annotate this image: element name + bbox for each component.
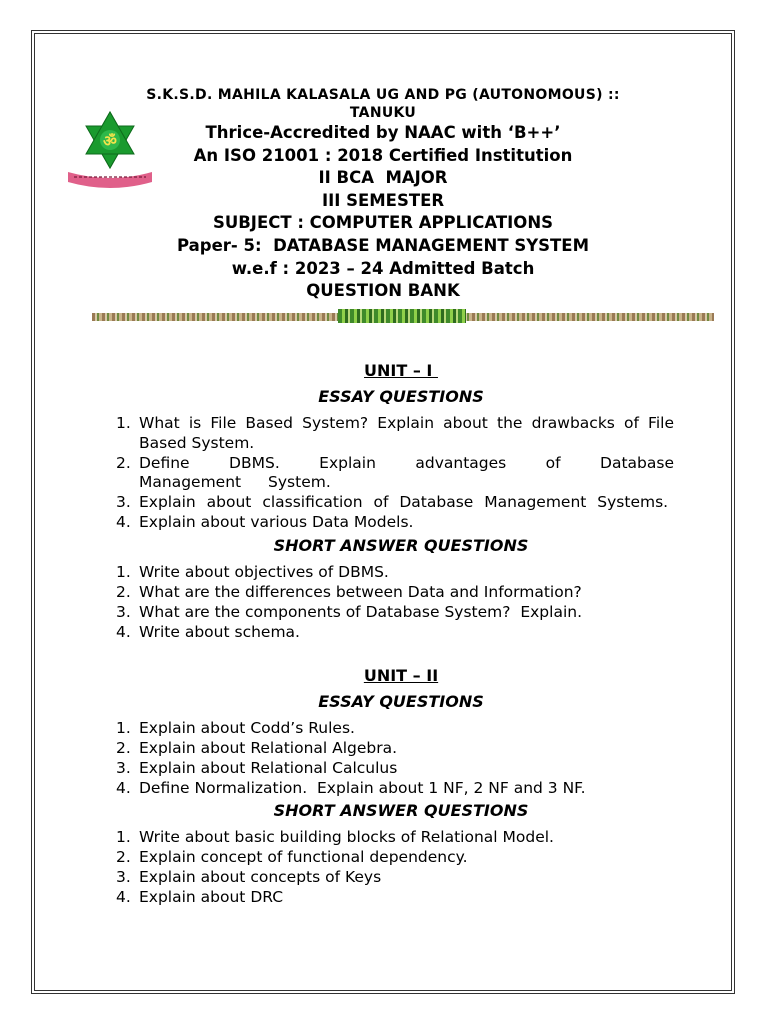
list-item: 4. Explain about DRC xyxy=(116,888,284,906)
college-name: S.K.S.D. MAHILA KALASALA UG AND PG (AUTONOMOUS) :: xyxy=(146,87,620,103)
unit-title: UNIT – I xyxy=(364,361,438,380)
iso-line: An ISO 21001 : 2018 Certified Institution xyxy=(193,145,573,165)
essay-question-list xyxy=(116,414,674,533)
wef-line: w.e.f : 2023 – 24 Admitted Batch xyxy=(231,258,535,278)
document-header xyxy=(60,86,706,303)
short-question-list xyxy=(116,828,674,908)
list-item: 2. Explain concept of functional dependency. xyxy=(116,848,468,866)
list-item: 1. What is File Based System? Explain about the drawbacks of File Based System. xyxy=(116,414,674,452)
course-line: II BCA MAJOR xyxy=(318,168,448,188)
list-item: 4. Explain about various Data Models. xyxy=(116,513,414,531)
short-section-title: SHORT ANSWER QUESTIONS xyxy=(273,801,529,820)
essay-question-list xyxy=(116,719,674,799)
document-title: QUESTION BANK xyxy=(306,281,460,301)
list-item: 3. Explain about classification of Database Management Systems. xyxy=(116,493,669,511)
college-town: TANUKU xyxy=(349,105,417,121)
om-symbol: ॐ xyxy=(103,132,117,150)
list-item: 1. Write about objectives of DBMS. xyxy=(116,562,389,581)
question-content xyxy=(116,360,674,908)
list-item: 2. What are the differences between Data and Information? xyxy=(116,582,582,601)
list-item: 3. Explain about concepts of Keys xyxy=(116,868,382,886)
list-item: 3. Explain about Relational Calculus xyxy=(116,758,398,777)
essay-section-title: ESSAY QUESTIONS xyxy=(318,387,484,406)
list-item: 4. Write about schema. xyxy=(116,622,300,641)
list-item: 3. What are the components of Database System? Explain. xyxy=(116,602,582,621)
subject-line: SUBJECT : COMPUTER APPLICATIONS xyxy=(212,213,554,233)
essay-section-title: ESSAY QUESTIONS xyxy=(318,691,484,711)
accreditation-line: Thrice-Accredited by NAAC with ‘B++’ xyxy=(205,123,561,142)
list-item: 1. Write about basic building blocks of Relational Model. xyxy=(116,828,554,846)
short-question-list xyxy=(116,563,674,643)
unit-title: UNIT – II xyxy=(363,665,439,685)
list-item: 4. Define Normalization. Explain about 1 NF, 2 NF and 3 NF. xyxy=(116,778,586,797)
list-item: 2. Explain about Relational Algebra. xyxy=(116,738,398,757)
list-item: 2. Define DBMS. Explain advantages of Database Management System. xyxy=(116,453,674,491)
short-section-title: SHORT ANSWER QUESTIONS xyxy=(273,535,529,555)
list-item: 1. Explain about Codd’s Rules. xyxy=(116,718,355,737)
semester-line: III SEMESTER xyxy=(321,190,445,210)
paper-line: Paper- 5: DATABASE MANAGEMENT SYSTEM xyxy=(176,235,589,255)
decorative-divider xyxy=(92,313,714,321)
